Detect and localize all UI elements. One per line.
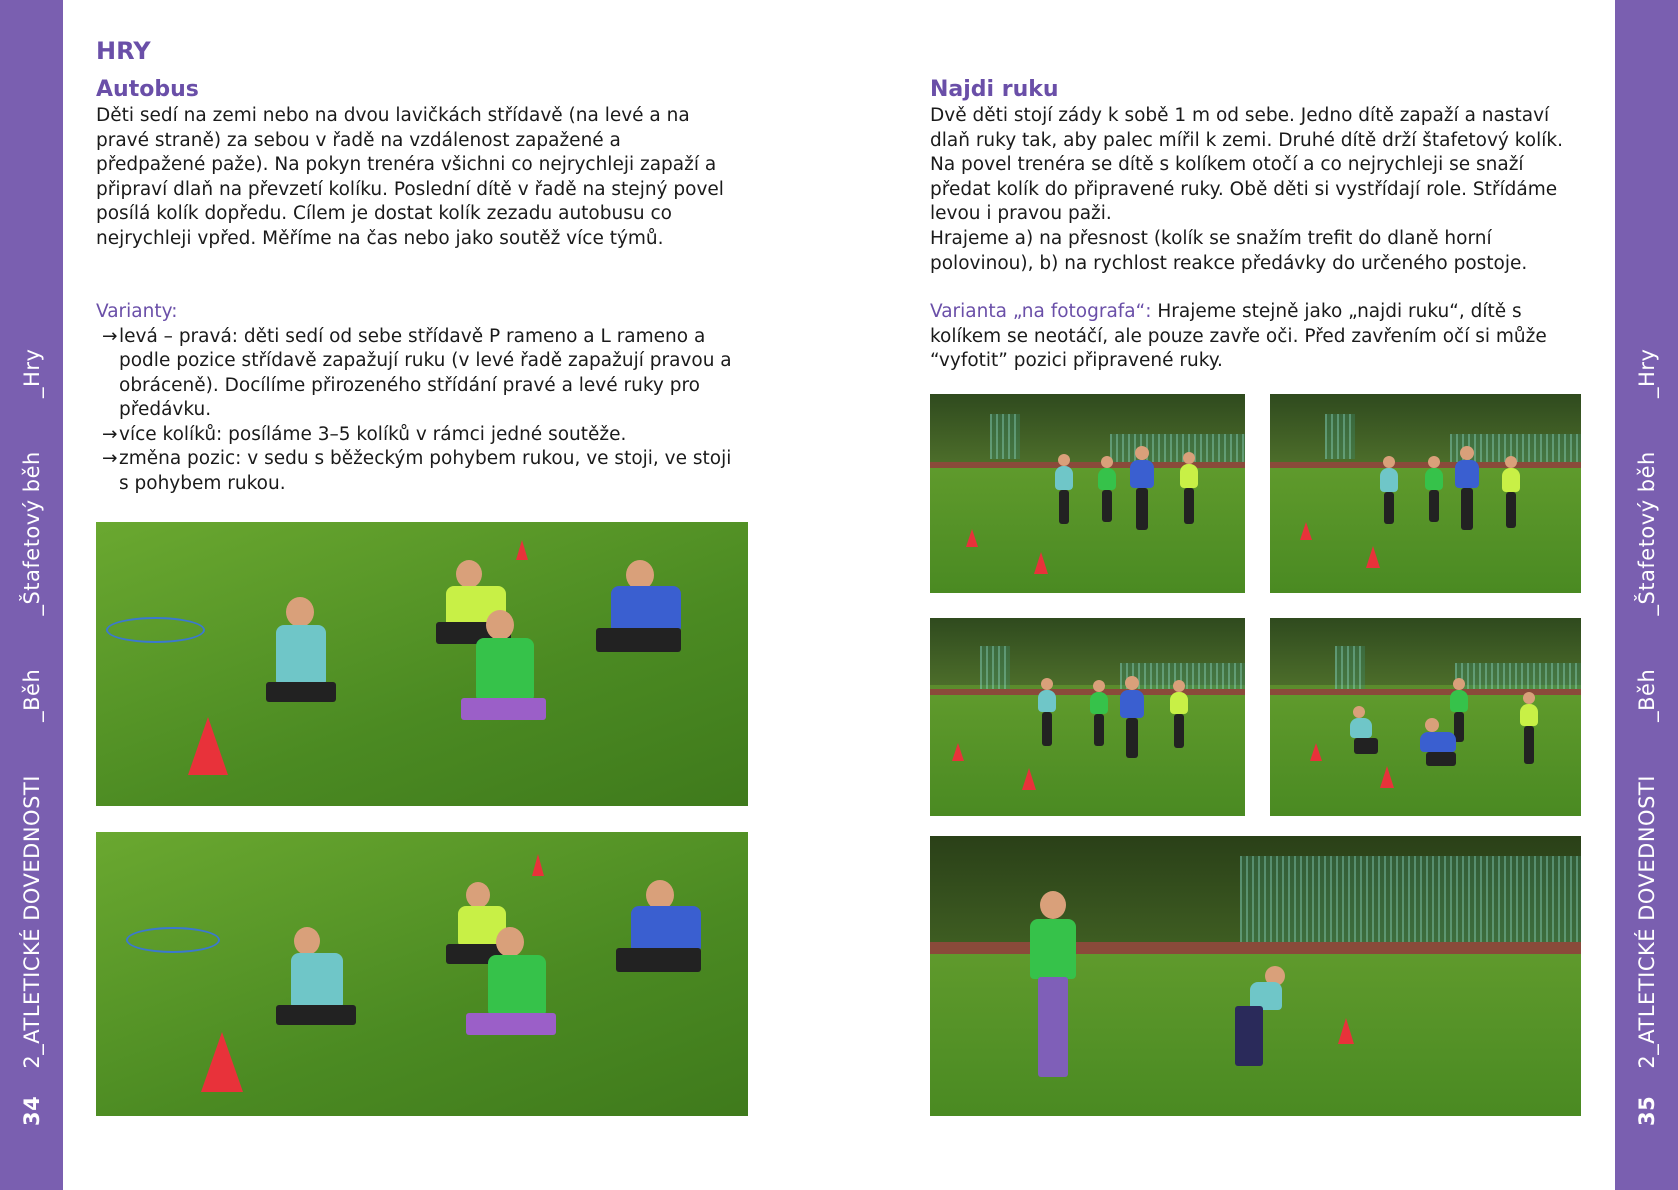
left-side-strip — [0, 0, 63, 1190]
game-description-najdi-ruku: Dvě děti stojí zády k sobě 1 m od sebe. Jedno dítě zapaží a nastaví dlaň ruky tak, aby palec mířil k zemi. Druhé dítě drží štafetový kolík. Na povel trenéra se dítě s kolíkem otočí a co nejrychleji se snaží předat kolík do připravené ruky. Obě děti si vystřídají role. Střídáme levou i pravou paži. — [930, 105, 1563, 224]
right-side-strip — [1615, 0, 1678, 1190]
chapter-label-left: 2_ATLETICKÉ DOVEDNOSTI — [19, 775, 44, 1069]
variant-item-positions: → změna pozic: v sedu s běžeckým pohybem rukou, ve stoji, ve stoji s pohybem rukou. — [96, 447, 746, 496]
variants-block — [96, 300, 746, 496]
variant-photographer-label: Varianta „na fotografa“: — [930, 301, 1152, 322]
page-number-right: 35 — [1634, 1095, 1659, 1126]
variant-item-left-right: → levá – pravá: děti sedí od sebe střídavě P rameno a L rameno a podle pozice střídavě zapažují ruku (v levé řadě zapažují pravou a obráceně). Docílíme přirozeného střídání pravé a levé ruky pro předávku. — [96, 325, 746, 423]
breadcrumb-run-right: _Běh — [1634, 668, 1659, 722]
breadcrumb-relay-left: _Štafetový běh — [19, 451, 44, 616]
game-title-najdi-ruku: Najdi ruku — [930, 77, 1059, 102]
photo-najdi-ruku-1 — [930, 394, 1245, 593]
section-title: HRY — [96, 37, 151, 65]
photo-najdi-ruku-4 — [1270, 618, 1581, 816]
variants-label: Varianty: — [96, 301, 178, 322]
photo-autobus-1 — [96, 522, 748, 806]
photo-najdi-ruku-2 — [1270, 394, 1581, 593]
left-side-strip-text — [20, 349, 44, 1126]
variant-photographer — [930, 300, 1580, 374]
breadcrumb-games-right: _Hry — [1634, 348, 1659, 398]
game-scoring-najdi-ruku: Hrajeme a) na přesnost (kolík se snažím trefit do dlaně horní polovinou), b) na rychlost reakce předávky do určeného postoje. — [930, 228, 1528, 274]
breadcrumb-run-left: _Běh — [19, 668, 44, 722]
variants-list — [96, 325, 746, 497]
photo-najdi-ruku-large — [930, 836, 1581, 1116]
breadcrumb-relay-right: _Štafetový běh — [1634, 451, 1659, 616]
photo-najdi-ruku-3 — [930, 618, 1245, 816]
game-description-autobus: Děti sedí na zemi nebo na dvou lavičkách střídavě (na levé a na pravé straně) za sebou v řadě na vzdálenost zapažené a předpažené paže). Na pokyn trenéra všichni co nejrychleji zapaží a připraví dlaň na převzetí kolíku. Poslední dítě v řadě na stejný povel posílá kolík dopředu. Cílem je dostat kolík zezadu autobusu co nejrychleji vpřed. Měříme na čas nebo jako soutěž více týmů. — [96, 105, 724, 249]
variant-item-more-batons: → více kolíků: posíláme 3–5 kolíků v rámci jedné soutěže. — [96, 423, 746, 448]
breadcrumb-games-left: _Hry — [19, 348, 44, 398]
right-side-strip-text — [1635, 349, 1659, 1126]
variant-photographer-text: Hrajeme stejně jako „najdi ruku“, dítě s kolíkem se neotáčí, ale pouze zavře oči. Před zavřením očí si může “vyfotit” pozici připravené ruky. — [930, 301, 1547, 371]
chapter-label-right: 2_ATLETICKÉ DOVEDNOSTI — [1634, 775, 1659, 1069]
page-number-left: 34 — [19, 1095, 44, 1126]
photo-autobus-2 — [96, 832, 748, 1116]
game-title-autobus: Autobus — [96, 77, 199, 102]
